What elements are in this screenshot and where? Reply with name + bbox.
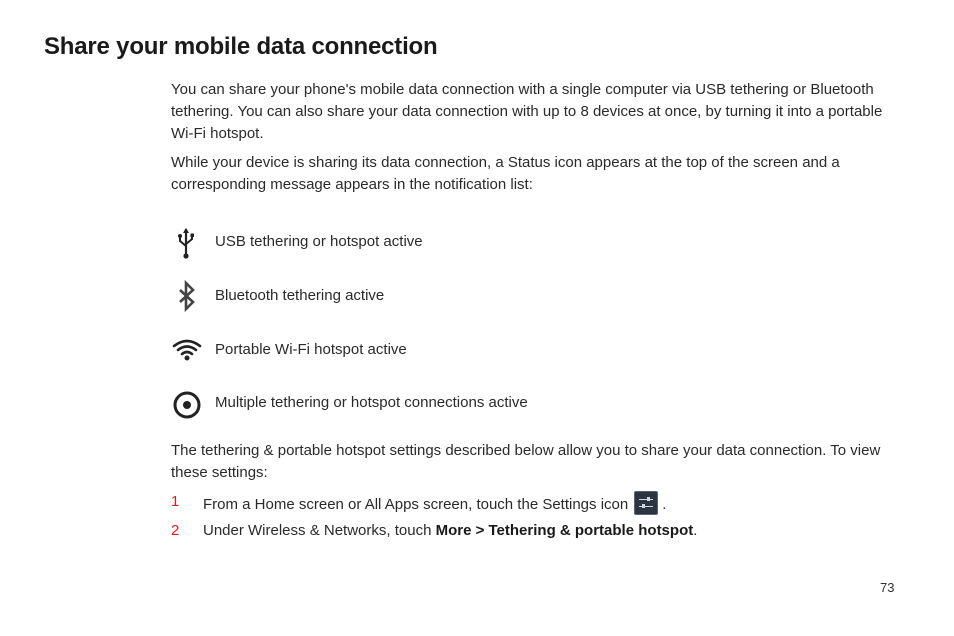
page-title: Share your mobile data connection — [44, 33, 438, 60]
step-text — [203, 520, 697, 542]
status-label-multiple: Multiple tethering or hotspot connections active — [215, 394, 528, 411]
step-text-before: From a Home screen or All Apps screen, touch the Settings icon — [203, 496, 629, 513]
status-row-multiple — [171, 387, 771, 421]
status-label-wifi: Portable Wi-Fi hotspot active — [215, 341, 407, 358]
step-text-before: Under Wireless & Networks, touch — [203, 522, 436, 539]
step-number: 2 — [171, 522, 180, 539]
step-2 — [171, 520, 871, 544]
wifi-icon — [171, 334, 203, 368]
usb-icon — [171, 226, 203, 260]
status-paragraph: While your device is sharing its data connection, a Status icon appears at the top of the screen and a corresponding message appears in the notification list: — [171, 154, 840, 193]
status-row-usb — [171, 226, 771, 260]
step-1 — [171, 491, 871, 515]
status-label-bluetooth: Bluetooth tethering active — [215, 287, 385, 304]
settings-paragraph: The tethering & portable hotspot settings described below allow you to share your data connection. To view these settings: — [171, 442, 881, 481]
status-row-bluetooth — [171, 280, 771, 314]
step-text-after: . — [693, 522, 698, 539]
intro-paragraph: You can share your phone's mobile data connection with a single computer via USB tethering or Bluetooth tethering. You can also share your data connection with up to 8 devices at once, by turning it into a portable Wi-Fi hotspot. — [171, 81, 883, 142]
status-label-usb: USB tethering or hotspot active — [215, 233, 423, 250]
settings-icon — [634, 491, 658, 515]
bluetooth-icon — [171, 280, 203, 314]
step-text-after: . — [662, 496, 667, 513]
step-text-bold: More > Tethering & portable hotspot — [435, 522, 694, 539]
status-row-wifi — [171, 334, 771, 368]
step-number: 1 — [171, 493, 180, 510]
page-number: 73 — [880, 580, 895, 595]
multiple-tethering-icon — [171, 387, 203, 421]
step-text — [203, 491, 666, 516]
